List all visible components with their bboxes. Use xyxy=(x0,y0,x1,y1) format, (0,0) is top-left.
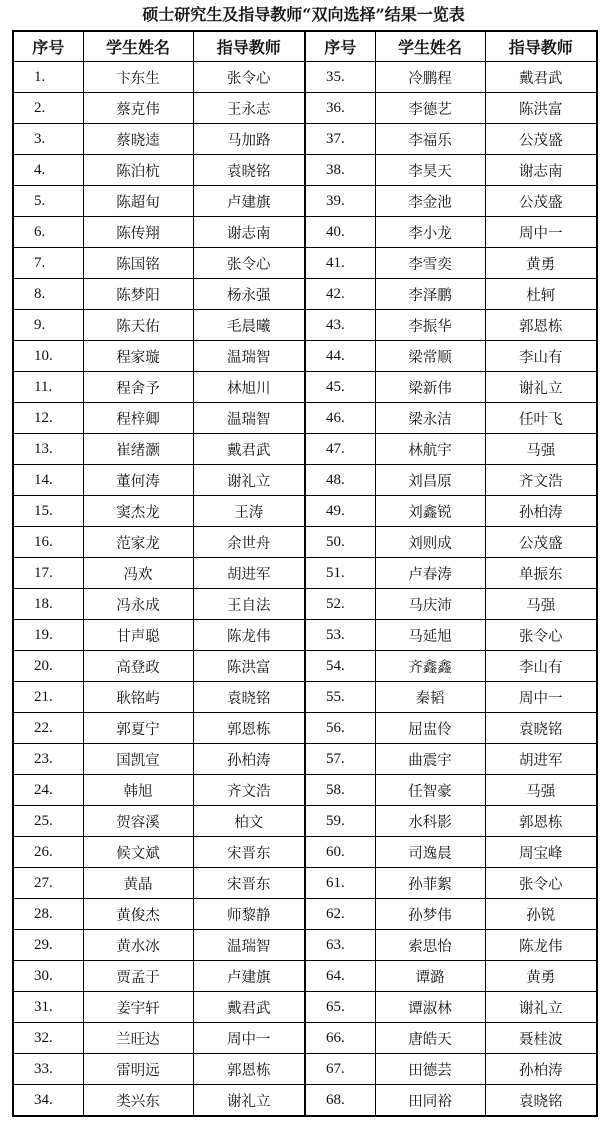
cell-advisor: 宋晋东 xyxy=(193,868,305,899)
cell-no: 2. xyxy=(13,93,83,124)
cell-student: 刘则成 xyxy=(375,527,485,558)
cell-advisor: 温瑞智 xyxy=(193,930,305,961)
cell-advisor: 任叶飞 xyxy=(485,403,597,434)
table-row xyxy=(13,93,597,124)
table-row xyxy=(13,124,597,155)
cell-advisor: 张令心 xyxy=(193,248,305,279)
cell-advisor: 黄勇 xyxy=(485,248,597,279)
cell-advisor: 李山有 xyxy=(485,651,597,682)
table-row xyxy=(13,775,597,806)
cell-no: 41. xyxy=(305,248,375,279)
cell-advisor: 谢志南 xyxy=(193,217,305,248)
cell-advisor: 马加路 xyxy=(193,124,305,155)
cell-student: 冯欢 xyxy=(83,558,193,589)
table-row xyxy=(13,558,597,589)
cell-student: 陈超旬 xyxy=(83,186,193,217)
cell-advisor: 孙锐 xyxy=(485,899,597,930)
cell-student: 韩旭 xyxy=(83,775,193,806)
cell-student: 唐皓天 xyxy=(375,1023,485,1054)
cell-no: 59. xyxy=(305,806,375,837)
cell-advisor: 杨永强 xyxy=(193,279,305,310)
cell-advisor: 毛晨曦 xyxy=(193,310,305,341)
table-row xyxy=(13,1085,597,1117)
cell-no: 66. xyxy=(305,1023,375,1054)
cell-student: 齐鑫鑫 xyxy=(375,651,485,682)
cell-advisor: 公茂盛 xyxy=(485,527,597,558)
cell-no: 46. xyxy=(305,403,375,434)
cell-no: 62. xyxy=(305,899,375,930)
cell-no: 57. xyxy=(305,744,375,775)
header-row xyxy=(13,31,597,62)
cell-no: 25. xyxy=(13,806,83,837)
table-row xyxy=(13,837,597,868)
table-row xyxy=(13,868,597,899)
cell-student: 田德芸 xyxy=(375,1054,485,1085)
cell-student: 水科影 xyxy=(375,806,485,837)
header-student-left: 学生姓名 xyxy=(83,31,193,62)
cell-student: 陈梦阳 xyxy=(83,279,193,310)
table-row xyxy=(13,589,597,620)
cell-advisor: 王涛 xyxy=(193,496,305,527)
cell-student: 田同裕 xyxy=(375,1085,485,1117)
cell-no: 34. xyxy=(13,1085,83,1117)
cell-advisor: 林旭川 xyxy=(193,372,305,403)
cell-student: 范家龙 xyxy=(83,527,193,558)
cell-no: 12. xyxy=(13,403,83,434)
cell-no: 3. xyxy=(13,124,83,155)
cell-no: 53. xyxy=(305,620,375,651)
cell-advisor: 卢建旗 xyxy=(193,186,305,217)
cell-advisor: 谢礼立 xyxy=(485,372,597,403)
cell-student: 马延旭 xyxy=(375,620,485,651)
cell-no: 38. xyxy=(305,155,375,186)
cell-no: 50. xyxy=(305,527,375,558)
cell-advisor: 齐文浩 xyxy=(193,775,305,806)
cell-advisor: 余世舟 xyxy=(193,527,305,558)
cell-student: 曲震宇 xyxy=(375,744,485,775)
cell-no: 40. xyxy=(305,217,375,248)
cell-no: 58. xyxy=(305,775,375,806)
cell-advisor: 袁晓铭 xyxy=(193,682,305,713)
cell-advisor: 谢礼立 xyxy=(485,992,597,1023)
table-row xyxy=(13,186,597,217)
cell-student: 冷鹏程 xyxy=(375,62,485,93)
cell-no: 52. xyxy=(305,589,375,620)
cell-no: 23. xyxy=(13,744,83,775)
cell-student: 陈国铭 xyxy=(83,248,193,279)
cell-student: 甘声聪 xyxy=(83,620,193,651)
cell-student: 卞东生 xyxy=(83,62,193,93)
cell-advisor: 单振东 xyxy=(485,558,597,589)
cell-advisor: 陈龙伟 xyxy=(485,930,597,961)
header-no-right: 序号 xyxy=(305,31,375,62)
cell-student: 秦韬 xyxy=(375,682,485,713)
cell-advisor: 公茂盛 xyxy=(485,124,597,155)
cell-advisor: 胡进军 xyxy=(485,744,597,775)
cell-student: 窦杰龙 xyxy=(83,496,193,527)
cell-advisor: 马强 xyxy=(485,775,597,806)
advisor-selection-table xyxy=(12,30,598,1117)
cell-advisor: 齐文浩 xyxy=(485,465,597,496)
cell-no: 47. xyxy=(305,434,375,465)
table-row xyxy=(13,217,597,248)
cell-student: 李昊天 xyxy=(375,155,485,186)
cell-no: 39. xyxy=(305,186,375,217)
cell-student: 蔡晓逵 xyxy=(83,124,193,155)
cell-advisor: 谢礼立 xyxy=(193,1085,305,1117)
cell-no: 22. xyxy=(13,713,83,744)
cell-advisor: 郭恩栋 xyxy=(485,806,597,837)
cell-advisor: 马强 xyxy=(485,589,597,620)
cell-no: 8. xyxy=(13,279,83,310)
cell-student: 姜宇轩 xyxy=(83,992,193,1023)
cell-student: 陈天佑 xyxy=(83,310,193,341)
cell-advisor: 郭恩栋 xyxy=(193,713,305,744)
cell-no: 26. xyxy=(13,837,83,868)
cell-student: 候文斌 xyxy=(83,837,193,868)
cell-student: 李金池 xyxy=(375,186,485,217)
cell-student: 谭潞 xyxy=(375,961,485,992)
cell-advisor: 周中一 xyxy=(485,682,597,713)
cell-student: 陈泊杭 xyxy=(83,155,193,186)
cell-no: 5. xyxy=(13,186,83,217)
cell-advisor: 袁晓铭 xyxy=(485,1085,597,1117)
header-no-left: 序号 xyxy=(13,31,83,62)
cell-no: 4. xyxy=(13,155,83,186)
cell-no: 65. xyxy=(305,992,375,1023)
cell-student: 黄晶 xyxy=(83,868,193,899)
cell-no: 63. xyxy=(305,930,375,961)
cell-no: 45. xyxy=(305,372,375,403)
cell-student: 司逸晨 xyxy=(375,837,485,868)
cell-advisor: 聂桂波 xyxy=(485,1023,597,1054)
cell-no: 55. xyxy=(305,682,375,713)
cell-advisor: 周中一 xyxy=(485,217,597,248)
cell-advisor: 黄勇 xyxy=(485,961,597,992)
cell-no: 61. xyxy=(305,868,375,899)
cell-no: 18. xyxy=(13,589,83,620)
cell-advisor: 周宝峰 xyxy=(485,837,597,868)
cell-no: 10. xyxy=(13,341,83,372)
cell-no: 32. xyxy=(13,1023,83,1054)
cell-no: 35. xyxy=(305,62,375,93)
cell-advisor: 戴君武 xyxy=(485,62,597,93)
cell-advisor: 袁晓铭 xyxy=(485,713,597,744)
cell-advisor: 卢建旗 xyxy=(193,961,305,992)
cell-advisor: 温瑞智 xyxy=(193,403,305,434)
cell-no: 37. xyxy=(305,124,375,155)
cell-no: 48. xyxy=(305,465,375,496)
table-row xyxy=(13,744,597,775)
cell-advisor: 师黎静 xyxy=(193,899,305,930)
cell-student: 郭夏宁 xyxy=(83,713,193,744)
table-row xyxy=(13,651,597,682)
cell-no: 30. xyxy=(13,961,83,992)
cell-student: 梁常顺 xyxy=(375,341,485,372)
table-row xyxy=(13,248,597,279)
table-row xyxy=(13,496,597,527)
cell-advisor: 陈洪富 xyxy=(193,651,305,682)
table-row xyxy=(13,620,597,651)
cell-student: 索思怡 xyxy=(375,930,485,961)
cell-advisor: 郭恩栋 xyxy=(485,310,597,341)
cell-student: 贾孟于 xyxy=(83,961,193,992)
cell-advisor: 张令心 xyxy=(485,620,597,651)
cell-student: 陈传翔 xyxy=(83,217,193,248)
cell-student: 贺容溪 xyxy=(83,806,193,837)
cell-no: 16. xyxy=(13,527,83,558)
cell-no: 19. xyxy=(13,620,83,651)
cell-student: 李振华 xyxy=(375,310,485,341)
cell-advisor: 袁晓铭 xyxy=(193,155,305,186)
cell-no: 27. xyxy=(13,868,83,899)
cell-no: 64. xyxy=(305,961,375,992)
table-row xyxy=(13,992,597,1023)
table-row xyxy=(13,1023,597,1054)
cell-advisor: 温瑞智 xyxy=(193,341,305,372)
cell-student: 程家璇 xyxy=(83,341,193,372)
cell-student: 马庆沛 xyxy=(375,589,485,620)
cell-advisor: 杜轲 xyxy=(485,279,597,310)
cell-student: 程梓卿 xyxy=(83,403,193,434)
table-row xyxy=(13,465,597,496)
cell-no: 43. xyxy=(305,310,375,341)
cell-no: 44. xyxy=(305,341,375,372)
cell-student: 冯永成 xyxy=(83,589,193,620)
cell-no: 67. xyxy=(305,1054,375,1085)
cell-advisor: 孙柏涛 xyxy=(193,744,305,775)
cell-student: 黄俊杰 xyxy=(83,899,193,930)
cell-student: 梁永洁 xyxy=(375,403,485,434)
table-row xyxy=(13,1054,597,1085)
cell-student: 李福乐 xyxy=(375,124,485,155)
table-row xyxy=(13,899,597,930)
cell-no: 7. xyxy=(13,248,83,279)
cell-advisor: 陈龙伟 xyxy=(193,620,305,651)
cell-no: 56. xyxy=(305,713,375,744)
cell-student: 董何涛 xyxy=(83,465,193,496)
cell-advisor: 王永志 xyxy=(193,93,305,124)
cell-advisor: 柏文 xyxy=(193,806,305,837)
table-row xyxy=(13,961,597,992)
cell-advisor: 谢志南 xyxy=(485,155,597,186)
cell-student: 任智豪 xyxy=(375,775,485,806)
cell-no: 33. xyxy=(13,1054,83,1085)
cell-advisor: 周中一 xyxy=(193,1023,305,1054)
cell-no: 20. xyxy=(13,651,83,682)
cell-no: 21. xyxy=(13,682,83,713)
cell-student: 高登政 xyxy=(83,651,193,682)
table-row xyxy=(13,434,597,465)
cell-student: 屈盅伶 xyxy=(375,713,485,744)
table-row xyxy=(13,527,597,558)
cell-no: 31. xyxy=(13,992,83,1023)
cell-no: 9. xyxy=(13,310,83,341)
table-row xyxy=(13,403,597,434)
cell-no: 14. xyxy=(13,465,83,496)
table-row xyxy=(13,930,597,961)
cell-advisor: 宋晋东 xyxy=(193,837,305,868)
cell-student: 程舍予 xyxy=(83,372,193,403)
cell-advisor: 陈洪富 xyxy=(485,93,597,124)
cell-student: 崔绪灏 xyxy=(83,434,193,465)
cell-advisor: 孙柏涛 xyxy=(485,1054,597,1085)
cell-no: 29. xyxy=(13,930,83,961)
cell-no: 36. xyxy=(305,93,375,124)
table-row xyxy=(13,310,597,341)
table-row xyxy=(13,372,597,403)
cell-advisor: 公茂盛 xyxy=(485,186,597,217)
table-body xyxy=(13,62,597,1117)
cell-no: 49. xyxy=(305,496,375,527)
cell-student: 耿铭屿 xyxy=(83,682,193,713)
cell-student: 李德艺 xyxy=(375,93,485,124)
document-title: 硕士研究生及指导教师“双向选择”结果一览表 xyxy=(142,5,465,24)
cell-student: 孙菲絮 xyxy=(375,868,485,899)
cell-student: 孙梦伟 xyxy=(375,899,485,930)
header-advisor-right: 指导教师 xyxy=(485,31,597,62)
cell-advisor: 张令心 xyxy=(485,868,597,899)
cell-no: 60. xyxy=(305,837,375,868)
cell-advisor: 胡进军 xyxy=(193,558,305,589)
header-advisor-left: 指导教师 xyxy=(193,31,305,62)
cell-student: 蔡克伟 xyxy=(83,93,193,124)
cell-no: 51. xyxy=(305,558,375,589)
cell-student: 国凯宣 xyxy=(83,744,193,775)
cell-student: 李雪奕 xyxy=(375,248,485,279)
cell-no: 1. xyxy=(13,62,83,93)
cell-advisor: 孙柏涛 xyxy=(485,496,597,527)
cell-advisor: 戴君武 xyxy=(193,434,305,465)
cell-student: 梁新伟 xyxy=(375,372,485,403)
cell-advisor: 郭恩栋 xyxy=(193,1054,305,1085)
cell-student: 类兴东 xyxy=(83,1085,193,1117)
cell-advisor: 张令心 xyxy=(193,62,305,93)
cell-student: 李小龙 xyxy=(375,217,485,248)
table-row xyxy=(13,62,597,93)
cell-no: 68. xyxy=(305,1085,375,1117)
cell-student: 卢春涛 xyxy=(375,558,485,589)
table-row xyxy=(13,713,597,744)
cell-no: 15. xyxy=(13,496,83,527)
table-row xyxy=(13,806,597,837)
cell-student: 刘鑫锐 xyxy=(375,496,485,527)
cell-student: 林航宇 xyxy=(375,434,485,465)
cell-no: 42. xyxy=(305,279,375,310)
cell-no: 24. xyxy=(13,775,83,806)
table-row xyxy=(13,682,597,713)
cell-no: 54. xyxy=(305,651,375,682)
cell-advisor: 李山有 xyxy=(485,341,597,372)
cell-student: 李泽鹏 xyxy=(375,279,485,310)
cell-advisor: 戴君武 xyxy=(193,992,305,1023)
cell-student: 谭淑林 xyxy=(375,992,485,1023)
cell-no: 13. xyxy=(13,434,83,465)
cell-advisor: 谢礼立 xyxy=(193,465,305,496)
cell-no: 6. xyxy=(13,217,83,248)
cell-no: 28. xyxy=(13,899,83,930)
cell-no: 11. xyxy=(13,372,83,403)
cell-no: 17. xyxy=(13,558,83,589)
cell-student: 雷明远 xyxy=(83,1054,193,1085)
table-row xyxy=(13,279,597,310)
table-row xyxy=(13,341,597,372)
cell-advisor: 王自法 xyxy=(193,589,305,620)
cell-student: 兰旺达 xyxy=(83,1023,193,1054)
table-row xyxy=(13,155,597,186)
cell-advisor: 马强 xyxy=(485,434,597,465)
cell-student: 刘昌原 xyxy=(375,465,485,496)
header-student-right: 学生姓名 xyxy=(375,31,485,62)
cell-student: 黄水冰 xyxy=(83,930,193,961)
